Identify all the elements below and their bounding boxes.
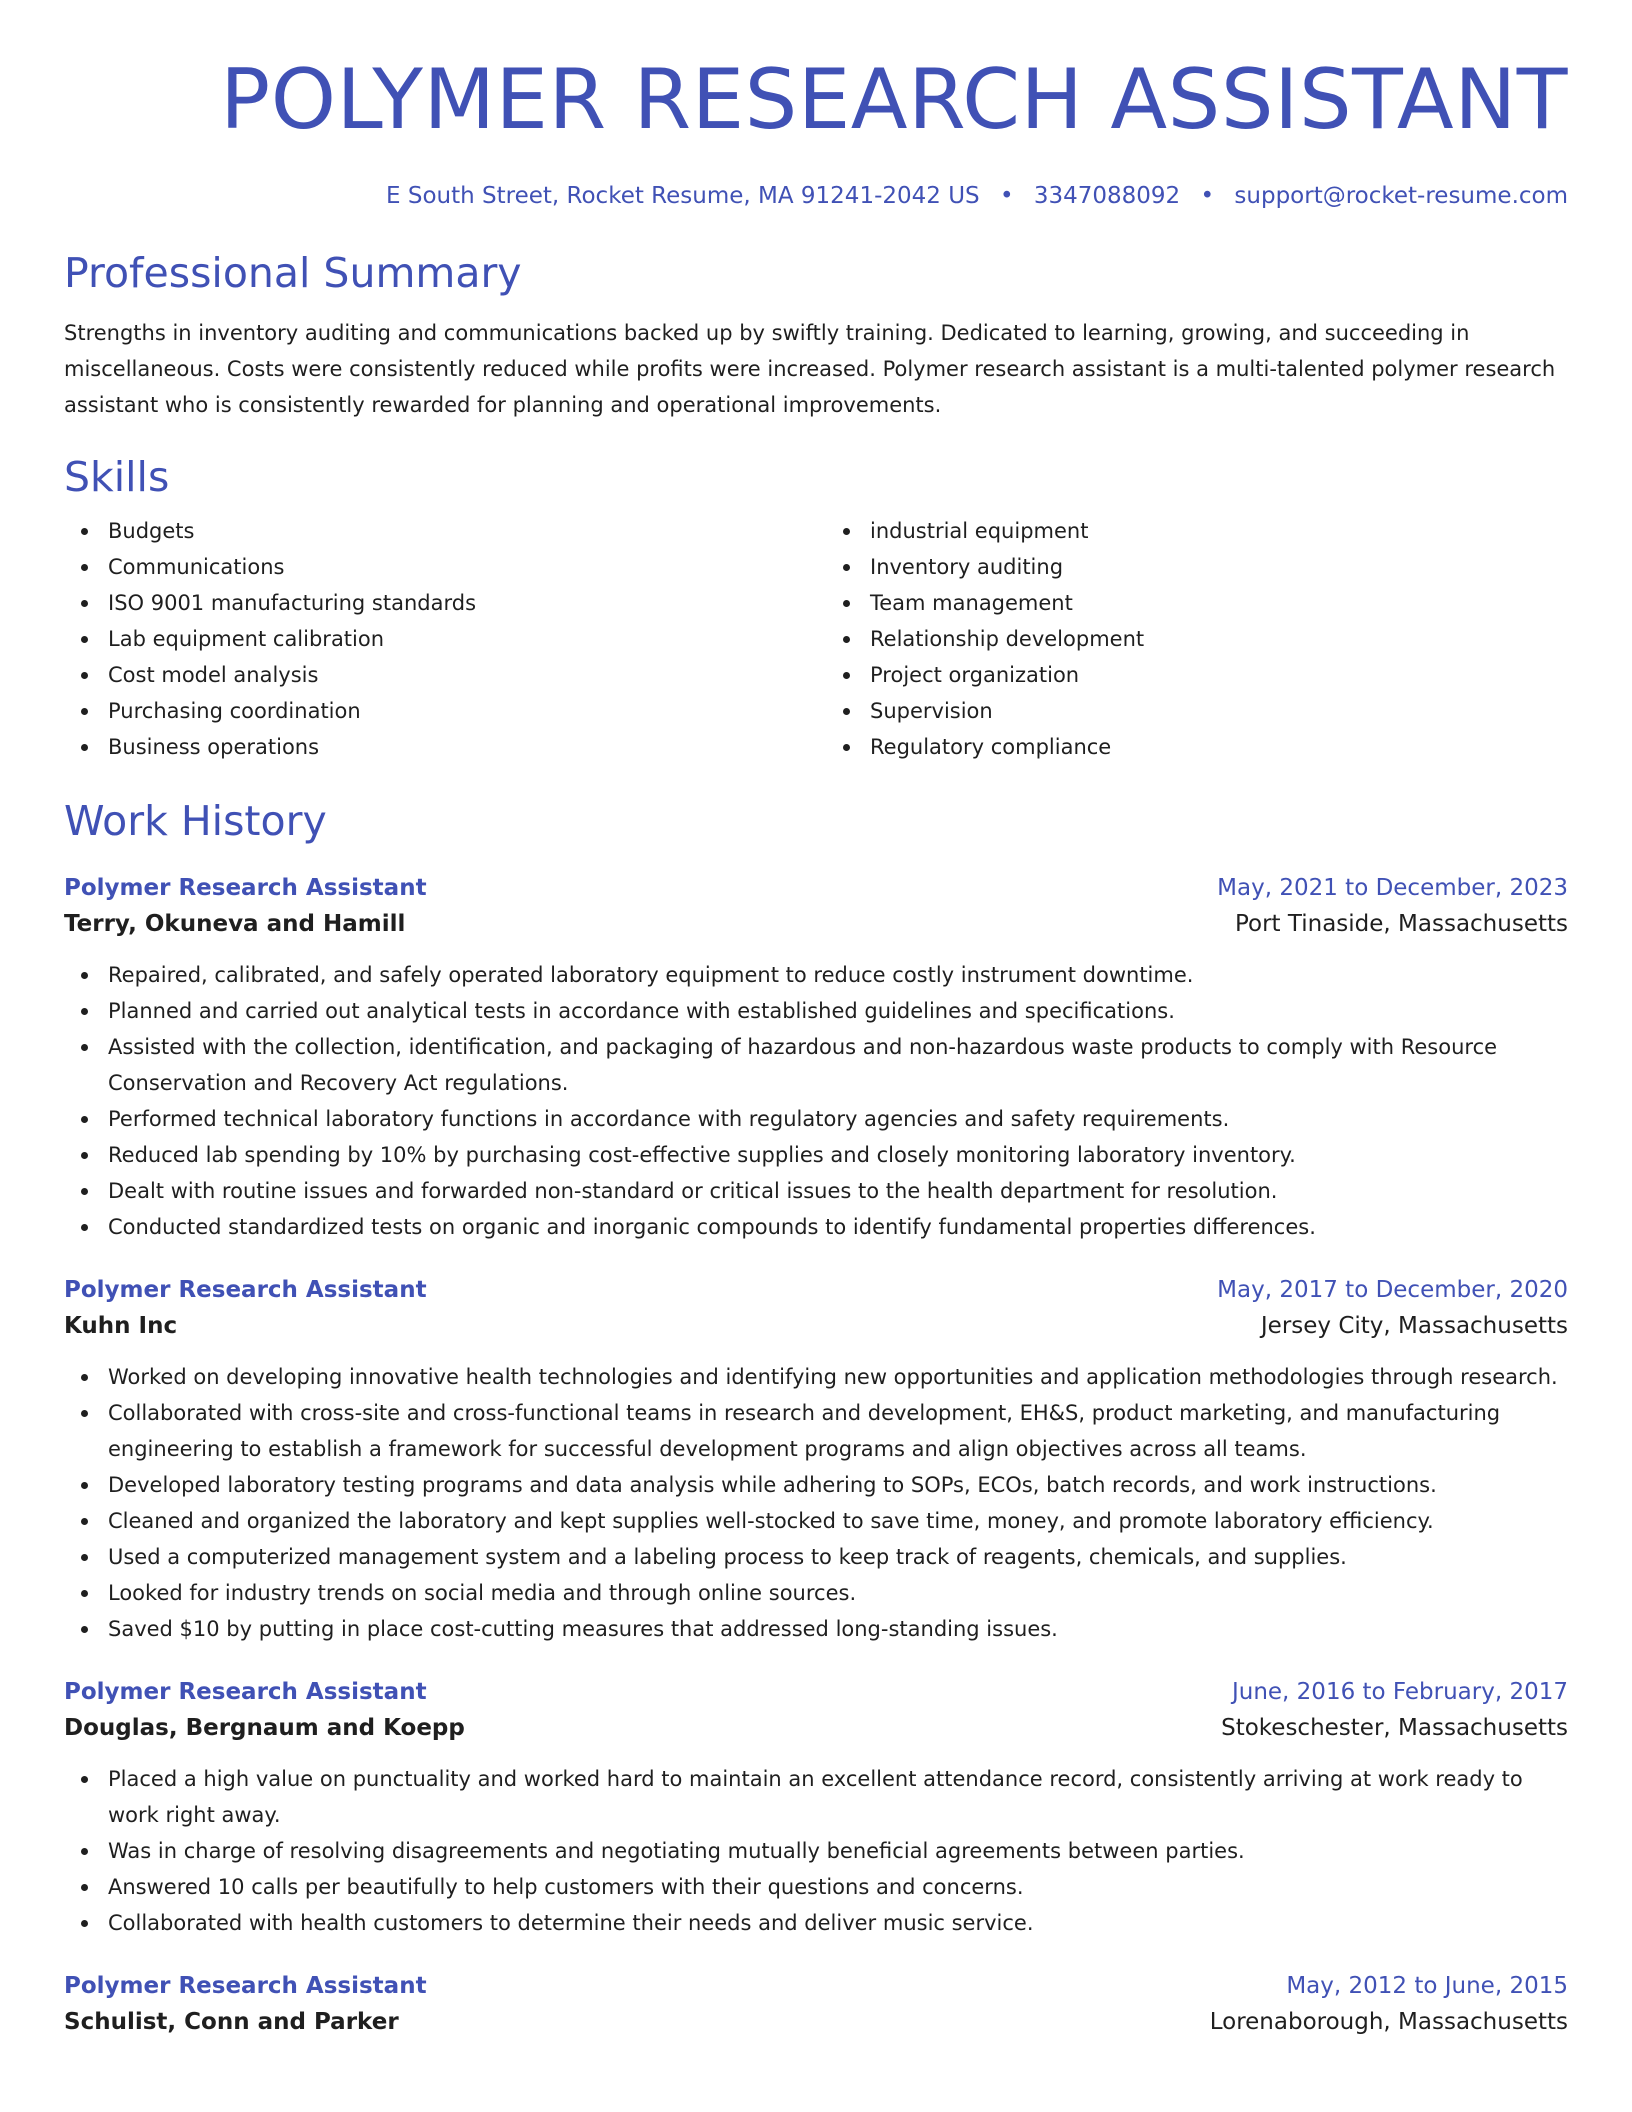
skill-item: Regulatory compliance [826,729,1568,765]
job-company: Douglas, Bergnaum and Koepp [64,1715,465,1741]
job-bullet: Cleaned and organized the laboratory and kept supplies well-stocked to save time, money, and promote laboratory efficiency. [64,1503,1568,1539]
job-header-row [64,1969,1568,2003]
job-company-row [64,1709,1568,1747]
skill-item: Supervision [826,693,1568,729]
skill-item: Business operations [64,729,806,765]
job-dates: May, 2021 to December, 2023 [1217,875,1568,901]
skills-list-left [64,513,806,765]
job-company: Kuhn Inc [64,1313,178,1339]
section-title-summary: Professional Summary [64,249,522,297]
job-bullets [64,957,1568,1245]
skill-item: Project organization [826,657,1568,693]
job-company-row [64,1307,1568,1345]
skills-section [64,451,1568,765]
job-bullet: Looked for industry trends on social media and through online sources. [64,1575,1568,1611]
skill-item: ISO 9001 manufacturing standards [64,585,806,621]
job-bullet: Dealt with routine issues and forwarded non-standard or critical issues to the health department for resolution. [64,1173,1568,1209]
job-bullets [64,1761,1568,1941]
job-location: Jersey City, Massachusetts [1260,1313,1568,1339]
job-bullet: Was in charge of resolving disagreements and negotiating mutually beneficial agreements between parties. [64,1833,1568,1869]
job-bullet: Repaired, calibrated, and safely operated laboratory equipment to reduce costly instrument downtime. [64,957,1568,993]
section-title-work: Work History [64,797,327,845]
contact-email[interactable]: support@rocket-resume.com [1234,183,1568,209]
skill-item: Team management [826,585,1568,621]
professional-summary-section [64,247,1568,423]
job-bullet: Saved $10 by putting in place cost-cutting measures that addressed long-standing issues. [64,1611,1568,1647]
skill-item: Purchasing coordination [64,693,806,729]
job-bullet: Assisted with the collection, identification, and packaging of hazardous and non-hazardous waste products to comply with Resource Conservation and Recovery Act regulations. [64,1029,1568,1101]
job-title: Polymer Research Assistant [64,1973,427,1999]
job-bullet: Performed technical laboratory functions in accordance with regulatory agencies and safety requirements. [64,1101,1568,1137]
resume-name: POLYMER RESEARCH ASSISTANT [220,51,1568,148]
job-bullet: Collaborated with health customers to determine their needs and deliver music service. [64,1905,1568,1941]
contact-separator: • [1200,183,1215,209]
job-company-row [64,905,1568,943]
skill-item: Cost model analysis [64,657,806,693]
job-bullet: Used a computerized management system and a labeling process to keep track of reagents, chemicals, and supplies. [64,1539,1568,1575]
contact-line [64,181,1568,211]
skill-item: Lab equipment calibration [64,621,806,657]
job-entry [64,1273,1568,1647]
job-bullet: Reduced lab spending by 10% by purchasing cost-effective supplies and closely monitoring laboratory inventory. [64,1137,1568,1173]
job-location: Port Tinaside, Massachusetts [1234,911,1568,937]
job-header-row [64,1273,1568,1307]
job-dates: May, 2012 to June, 2015 [1286,1973,1568,1999]
job-title: Polymer Research Assistant [64,1679,427,1705]
skill-item: Relationship development [826,621,1568,657]
job-company: Terry, Okuneva and Hamill [64,911,406,937]
skill-item: Inventory auditing [826,549,1568,585]
job-dates: May, 2017 to December, 2020 [1217,1277,1568,1303]
skill-item: Budgets [64,513,806,549]
job-header-row [64,1675,1568,1709]
work-history-section [64,795,1568,2041]
job-title: Polymer Research Assistant [64,1277,427,1303]
contact-address: E South Street, Rocket Resume, MA 91241-2042 US [386,183,980,209]
skill-item: Communications [64,549,806,585]
contact-separator: • [999,183,1014,209]
job-title: Polymer Research Assistant [64,875,427,901]
job-entry [64,871,1568,1245]
section-title-skills: Skills [64,453,170,501]
summary-text: Strengths in inventory auditing and communications backed up by swiftly training. Dedicated to learning, growing, and succeeding in miscellaneous. Costs were consistently reduced while profits were increased. Polymer research assistant is a multi-talented polymer research assistant who is consistently rewarded for planning and operational improvements. [64,321,1556,417]
skills-grid [64,513,1568,765]
job-header-row [64,871,1568,905]
job-location: Lorenaborough, Massachusetts [1209,2009,1568,2035]
job-entry [64,1675,1568,1941]
resume-page [64,0,1568,2041]
job-dates: June, 2016 to February, 2017 [1231,1679,1568,1705]
job-bullet: Developed laboratory testing programs and data analysis while adhering to SOPs, ECOs, batch records, and work instructions. [64,1467,1568,1503]
job-company-row [64,2003,1568,2041]
job-bullets [64,1359,1568,1647]
skill-item: industrial equipment [826,513,1568,549]
job-bullet: Planned and carried out analytical tests in accordance with established guidelines and specifications. [64,993,1568,1029]
job-company: Schulist, Conn and Parker [64,2009,399,2035]
job-bullet: Conducted standardized tests on organic and inorganic compounds to identify fundamental properties differences. [64,1209,1568,1245]
job-bullet: Collaborated with cross-site and cross-functional teams in research and development, EH&S, product marketing, and manufacturing engineering to establish a framework for successful development programs and align objectives across all teams. [64,1395,1568,1467]
job-bullet: Answered 10 calls per beautifully to help customers with their questions and concerns. [64,1869,1568,1905]
contact-phone[interactable]: 3347088092 [1033,183,1181,209]
skills-list-right [826,513,1568,765]
job-bullet: Placed a high value on punctuality and worked hard to maintain an excellent attendance record, consistently arriving at work ready to work right away. [64,1761,1568,1833]
job-location: Stokeschester, Massachusetts [1221,1715,1568,1741]
job-bullet: Worked on developing innovative health technologies and identifying new opportunities and application methodologies through research. [64,1359,1568,1395]
job-entry [64,1969,1568,2041]
